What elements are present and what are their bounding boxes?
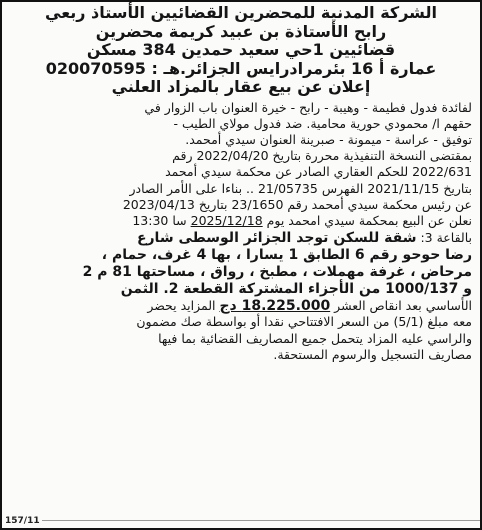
bidder-note: المزايد يحضر [147,298,220,314]
header-line-3: قضائيين 1حي سعيد حمدين 384 مسكن [86,40,396,59]
header-line-1: الشركة المدنية للمحضرين القضائيين الأستاذ ربعي [45,3,437,22]
notice-content [2,2,480,363]
header-line-4: عمارة أ 16 بئرمرادرايس الجزائر.هـ : 020070595 [45,58,437,78]
body-line-8 [10,213,472,229]
base-price: 18.225.000 دج [219,298,331,315]
body-line-5: 2022/631 للحكم العقاري الصادر عن محكمة سيدي أمحمد [165,164,472,180]
footer-divider [42,520,480,521]
body-line-9 [10,229,472,247]
body-line-7: عن رئيس محكمة سيدي أمحمد رقم 23/1650 بتاريخ 2023/04/13 [122,196,472,212]
body-line-6: بتاريخ 2021/11/15 الفهرس 21/05735 .. بناءا على الأمر الصادر [129,180,472,196]
header-line-2: رابح الأستاذة بن عبيد كريمة محضرين [95,21,387,41]
auction-date: 2025/12/18 [190,212,263,228]
auction-time: سا 13:30 [132,212,191,228]
footer-reference: 157/11 [5,516,40,526]
body-line-12: و 1000/137 من الأجزاء المشتركة القطعة 2. الثمن [120,281,472,298]
body-line-3: توفيق - عراسة - ميمونة - صبرينة العنوان سيدي أمحمد. [185,131,472,147]
body-line-15: والراسي عليه المزاد يتحمل جميع المصاريف القضائية بما فيها [158,330,472,346]
body-line-10: رضا حوحو رقم 6 الطابق 1 يسارا ، بها 4 غرف، حمام ، [101,247,472,264]
body-line-4: بمقتضى النسخة التنفيذية محررة بتاريخ 2022/04/20 رقم [172,148,472,164]
hall-label: بالقاعة 3: [416,230,472,246]
property-description-start: شقة للسكن توجد الجزائر الوسطى شارع [136,230,417,247]
auction-intro: نعلن عن البيع بمحكمة سيدي امحمد يوم [262,212,472,228]
body-line-16: مصاريف التسجيل والرسوم المستحقة. [273,346,472,362]
body-line-13 [10,298,472,314]
body-line-14: معه مبلغ (5/1) من السعر الافتتاحي نقدا أو بواسطة صك مضمون [136,314,472,330]
body-line-11: مرحاض ، غرفة مهملات ، مطبخ ، رواق ، مساحتها 81 م 2 [82,264,472,281]
notice-title: إعلان عن بيع عقار بالمزاد العلني [111,77,371,96]
body-line-2: حقهم ا/ محمودي حورية محامية. ضد فدول مولاي الطيب - [173,115,472,131]
body-line-1: لفائدة فدول فطيمة - وهيبة - رابح - خيرة العنوان باب الزوار في [144,99,472,115]
base-price-label: الأساسي بعد انقاص العشر [330,298,472,314]
